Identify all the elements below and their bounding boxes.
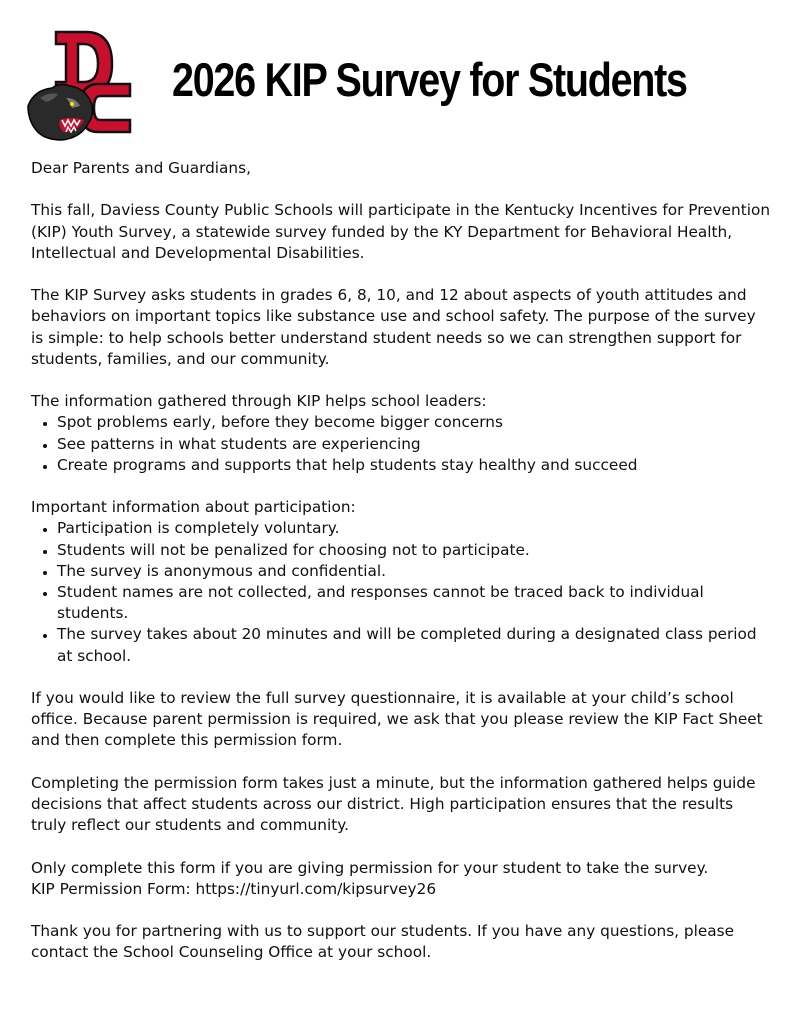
list-item: • Students will not be penalized for choosing not to participate. bbox=[57, 540, 771, 561]
helps-heading: The information gathered through KIP helps school leaders: bbox=[31, 392, 487, 411]
purpose-paragraph: The KIP Survey asks students in grades 6, 8, 10, and 12 about aspects of youth attitudes and behaviors on important topics like substance use and school safety. The purpose of the survey is simple: to help schools better understand student needs so we can strengthen support for students, families, and our community. bbox=[31, 286, 756, 368]
completing-paragraph: Completing the permission form takes just a minute, but the information gathered helps guide decisions that affect students across our district. High participation ensures that the results truly reflect our students and community. bbox=[31, 773, 756, 835]
list-item: • The survey takes about 20 minutes and will be completed during a designated class period at school. bbox=[57, 624, 771, 666]
participation-list bbox=[31, 518, 771, 666]
participation-heading: Important information about participation: bbox=[31, 498, 356, 517]
panther-logo-icon bbox=[26, 28, 138, 144]
permission-form-link[interactable]: KIP Permission Form: https://tinyurl.com/kipsurvey26 bbox=[31, 879, 437, 898]
list-item: • The survey is anonymous and confidential. bbox=[57, 561, 771, 582]
list-item: • Spot problems early, before they become bigger concerns bbox=[57, 412, 771, 433]
page-title: 2026 KIP Survey for Students bbox=[172, 53, 687, 106]
list-item: • Create programs and supports that help students stay healthy and succeed bbox=[57, 455, 771, 476]
letter-body bbox=[31, 158, 771, 985]
review-paragraph: If you would like to review the full survey questionnaire, it is available at your child’s school office. Because parent permission is required, we ask that you please review the KIP Fact Sheet and then complete this permission form. bbox=[31, 689, 763, 750]
greeting: Dear Parents and Guardians, bbox=[31, 159, 251, 177]
thanks-paragraph: Thank you for partnering with us to support our students. If you have any questions, please contact the School Counseling Office at your school. bbox=[31, 922, 735, 962]
intro-paragraph: This fall, Daviess County Public Schools will participate in the Kentucky Incentives for Prevention (KIP) Youth Survey, a statewide survey funded by the KY Department for Behavioral Health, Intellectual and Developmental Disabilities. bbox=[31, 201, 771, 262]
list-item: • Student names are not collected, and responses cannot be traced back to individual students. bbox=[57, 582, 771, 624]
helps-list bbox=[31, 412, 771, 476]
header bbox=[0, 0, 791, 150]
only-complete-line: Only complete this form if you are giving permission for your student to take the survey. bbox=[31, 858, 709, 877]
list-item: • Participation is completely voluntary. bbox=[57, 518, 771, 539]
list-item: • See patterns in what students are experiencing bbox=[57, 434, 771, 455]
